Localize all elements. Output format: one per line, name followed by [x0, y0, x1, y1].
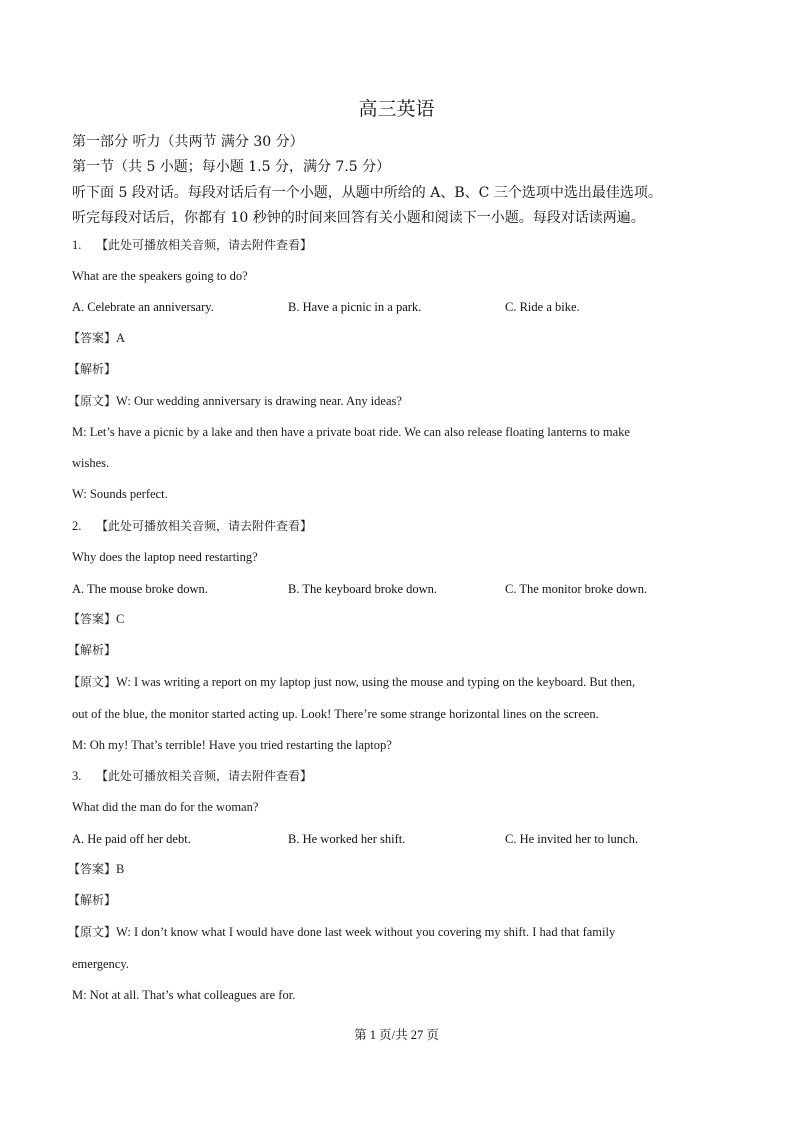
option-a: A. The mouse broke down. [72, 582, 208, 596]
question-text: Why does the laptop need restarting? [72, 550, 258, 564]
transcript-line [68, 673, 635, 691]
instruction-line: 听下面 5 段对话。每段对话后有一个小题，从题中所给的 A、B、C 三个选项中选出最佳选项。 [72, 185, 662, 201]
transcript-line [68, 392, 402, 410]
option-a: A. He paid off her debt. [72, 832, 191, 846]
answer-tag: 【答案】 [68, 862, 117, 876]
analysis-line [68, 641, 116, 659]
option-c: C. Ride a bike. [505, 300, 580, 314]
transcript-text: M: Oh my! That’s terrible! Have you tried restarting the laptop? [72, 738, 392, 752]
transcript-text: out of the blue, the monitor started acting up. Look! There’re some strange horizontal lines on the screen. [72, 707, 599, 721]
analysis-line [68, 360, 116, 378]
option-b: B. He worked her shift. [288, 832, 406, 846]
answer-line [68, 860, 124, 878]
question-text: What did the man do for the woman? [72, 800, 259, 814]
audio-note: 【此处可播放相关音频，请去附件查看】 [96, 519, 313, 533]
section-header: 第一节（共 5 小题；每小题 1.5 分，满分 7.5 分） [72, 159, 391, 175]
question-number: 3. [72, 769, 82, 783]
option-c: C. He invited her to lunch. [505, 832, 638, 846]
question-header [72, 236, 312, 254]
analysis-tag: 【解析】 [68, 643, 117, 657]
question-text: What are the speakers going to do? [72, 269, 248, 283]
question-header [72, 767, 312, 785]
option-b: B. Have a picnic in a park. [288, 300, 422, 314]
option-c: C. The monitor broke down. [505, 582, 648, 596]
answer-line [68, 610, 124, 628]
answer-tag: 【答案】 [68, 612, 117, 626]
instruction-line: 听完每段对话后，你都有 10 秒钟的时间来回答有关小题和阅读下一小题。每段对话读两遍。 [72, 210, 645, 226]
transcript-text: M: Not at all. That’s what colleagues are for. [72, 988, 296, 1002]
question-number: 2. [72, 519, 82, 533]
audio-note: 【此处可播放相关音频，请去附件查看】 [96, 769, 313, 783]
analysis-tag: 【解析】 [68, 893, 117, 907]
part-header: 第一部分 听力（共两节 满分 30 分） [72, 134, 304, 150]
transcript-line [68, 923, 615, 941]
transcript-tag: 【原文】 [68, 925, 117, 939]
option-b: B. The keyboard broke down. [288, 582, 438, 596]
transcript-text: W: I was writing a report on my laptop just now, using the mouse and typing on the keyboard. But then, [116, 675, 636, 689]
transcript-tag: 【原文】 [68, 675, 117, 689]
transcript-text: W: Our wedding anniversary is drawing near. Any ideas? [116, 394, 402, 408]
page-footer: 第 1 页/共 27 页 [354, 1028, 439, 1042]
transcript-text: M: Let’s have a picnic by a lake and then have a private boat ride. We can also release floating lanterns to make [72, 425, 630, 439]
transcript-text: wishes. [72, 456, 110, 470]
analysis-tag: 【解析】 [68, 362, 117, 376]
question-header [72, 517, 312, 535]
analysis-line [68, 891, 116, 909]
option-a: A. Celebrate an anniversary. [72, 300, 214, 314]
transcript-text: emergency. [72, 957, 129, 971]
question-number: 1. [72, 238, 82, 252]
audio-note: 【此处可播放相关音频，请去附件查看】 [96, 238, 313, 252]
transcript-text: W: I don’t know what I would have done last week without you covering my shift. I had that family [116, 925, 616, 939]
page-title: 高三英语 [358, 98, 435, 120]
answer-value: C [116, 612, 125, 626]
answer-line [68, 329, 125, 347]
transcript-tag: 【原文】 [68, 394, 117, 408]
answer-value: A [116, 331, 126, 345]
answer-tag: 【答案】 [68, 331, 117, 345]
transcript-text: W: Sounds perfect. [72, 487, 168, 501]
answer-value: B [116, 862, 125, 876]
